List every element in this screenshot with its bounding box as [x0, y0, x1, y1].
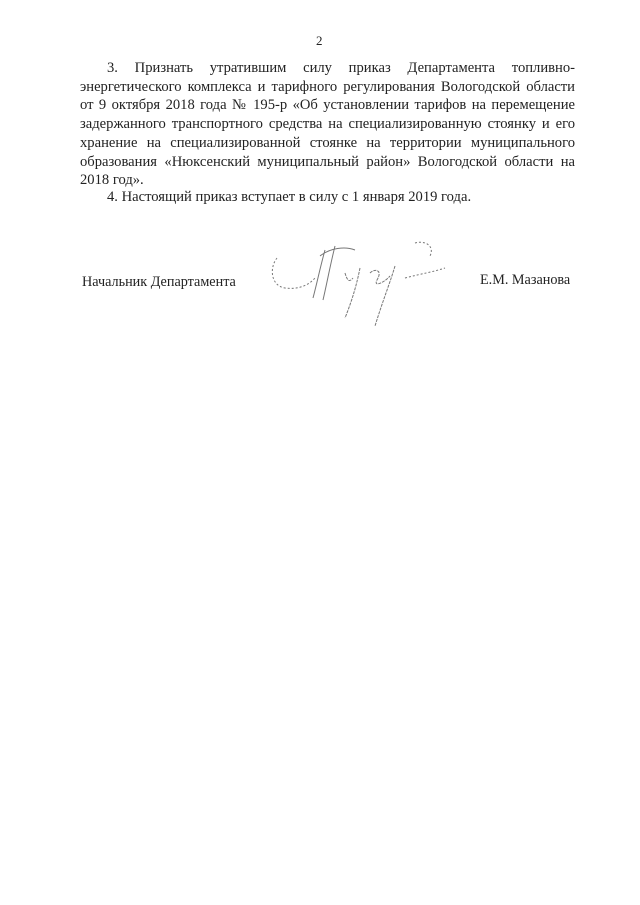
- paragraph-4: 4. Настоящий приказ вступает в силу с 1 января 2019 года.: [107, 189, 472, 205]
- text-line: 2018 год».: [80, 172, 144, 188]
- signature-image: [265, 238, 455, 328]
- page-number: 2: [316, 33, 323, 48]
- signatory-title: Начальник Департамента: [82, 274, 236, 290]
- text-line: от 9 октября 2018 года № 195-р «Об установлении тарифов на перемещение: [80, 97, 575, 113]
- text-line: энергетического комплекса и тарифного регулирования Вологодской области: [80, 79, 575, 95]
- text-line: 3. Признать утратившим силу приказ Департамента топливно-: [107, 60, 575, 76]
- text-line: задержанного транспортного средства на специализированную стоянку и его: [80, 116, 575, 132]
- text-line: хранение на специализированной стоянке на территории муниципального: [80, 135, 575, 151]
- text-line: образования «Нюксенский муниципальный район» Вологодской области на: [80, 154, 575, 170]
- signatory-name: Е.М. Мазанова: [480, 272, 571, 288]
